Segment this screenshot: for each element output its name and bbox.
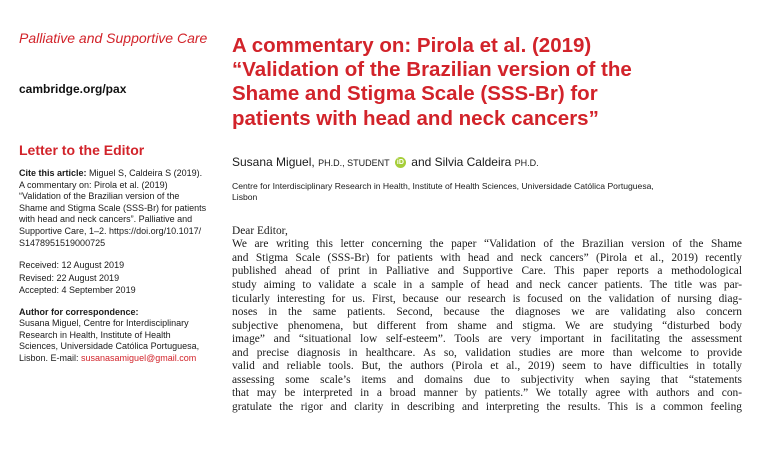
corr-line: Susana Miguel, Centre for Interdisciplinary [19, 318, 189, 329]
corr-line: Lisbon. E-mail: [19, 353, 82, 364]
body-line: study aiming to validate a scale in a sample of head and neck cancer patients. The title was par- [232, 279, 742, 291]
citation-block [19, 168, 219, 249]
revised-date: Revised: 22 August 2019 [19, 272, 120, 283]
corr-line: Research in Health, Institute of Health [19, 329, 171, 340]
body-line: published ahead of print in Palliative and Supportive Care. This paper reports a methodological [232, 265, 742, 278]
body-line: that may be interpreted in a broad manner by patients.” We totally agree with authors and con- [232, 387, 742, 400]
title-line: patients with head and neck cancers” [232, 106, 599, 130]
body-line: image” and “situational low self-esteem”. Tools are very important in facilitating the assessment [232, 333, 742, 346]
body-line: subjective phenomena, but different from shame and stigma. We are studying “disturbed body [232, 319, 742, 332]
cite-line: Supportive Care, 1–2. https://doi.org/10.1017/ [19, 225, 202, 236]
article-body [232, 225, 742, 415]
orcid-icon[interactable]: iD [396, 159, 404, 167]
article-type: Letter to the Editor [19, 142, 145, 158]
affiliation [232, 181, 742, 203]
body-line: valid and reliable tools. But, the authors (Pirola et al., 2019) seem to have difficulties in totally [232, 360, 742, 373]
corr-header: Author for correspondence: [19, 306, 139, 317]
title-line: “Validation of the Brazilian version of the [232, 58, 632, 82]
cite-line: “Validation of the Brazilian version of the [19, 191, 180, 202]
received-date: Received: 12 August 2019 [19, 260, 125, 271]
sidebar [19, 30, 219, 365]
journal-site[interactable]: cambridge.org/pax [19, 82, 127, 96]
cite-doi[interactable]: S1478951519000725 [19, 237, 106, 248]
author-name: and Silvia Caldeira [411, 154, 512, 169]
journal-name: Palliative and Supportive Care [19, 30, 208, 46]
cite-line: Shame and Stigma Scale (SSS-Br) for patients [19, 202, 207, 213]
accepted-date: Accepted: 4 September 2019 [19, 285, 136, 296]
body-line: and Stigma Scale (SSS-Br) for patients with head and neck cancers” (Pirola et al., 2019) recently [232, 251, 742, 264]
affil-line: Lisbon [232, 191, 258, 202]
body-line: We are writing this letter concerning the paper “Validation of the Brazilian version of the Shame [232, 238, 742, 251]
cite-line: A commentary on: Pirola et al. (2019) [19, 179, 168, 190]
body-line: noses in the same patients. Second, because the diagnoses we are validating also concern [232, 306, 742, 319]
author-name: Susana Miguel, [232, 154, 315, 169]
dates-block [19, 259, 219, 297]
article-title [232, 34, 742, 131]
body-line: ticularly interesting for us. First, because our research is focused on the validation of nursing diag- [232, 292, 742, 305]
cite-line: Miguel S, Caldeira S (2019). [89, 168, 203, 178]
cite-line: with head and neck cancers”. Palliative and [19, 214, 193, 225]
affil-line: Centre for Interdisciplinary Research in Health, Institute of Health Sciences, Universidade Católica Portuguesa, [232, 180, 654, 191]
body-line: gratulate the rigor and clarity in describing and interpreting the results. This is a common feeling [232, 400, 742, 413]
article-main [232, 34, 742, 414]
correspondence-block [19, 307, 219, 365]
title-line: A commentary on: Pirola et al. (2019) [232, 34, 592, 57]
greeting: Dear Editor, [232, 224, 288, 237]
body-line: and precise diagnosis in healthcare. As so, validation studies are more than welcome to provide [232, 346, 742, 359]
title-line: Shame and Stigma Scale (SSS-Br) for [232, 82, 598, 106]
author-degree: PH.D., STUDENT [318, 157, 390, 168]
author-list [232, 155, 742, 169]
author-degree: PH.D. [514, 157, 539, 168]
corr-email-link[interactable]: susanasamiguel@gmail.com [81, 353, 197, 364]
body-line: assessing some scale’s items and domains due to subjectivity when saying that “statements [232, 373, 742, 386]
corr-line: Sciences, Universidade Católica Portuguesa, [19, 341, 200, 352]
cite-label: Cite this article: [19, 168, 87, 178]
